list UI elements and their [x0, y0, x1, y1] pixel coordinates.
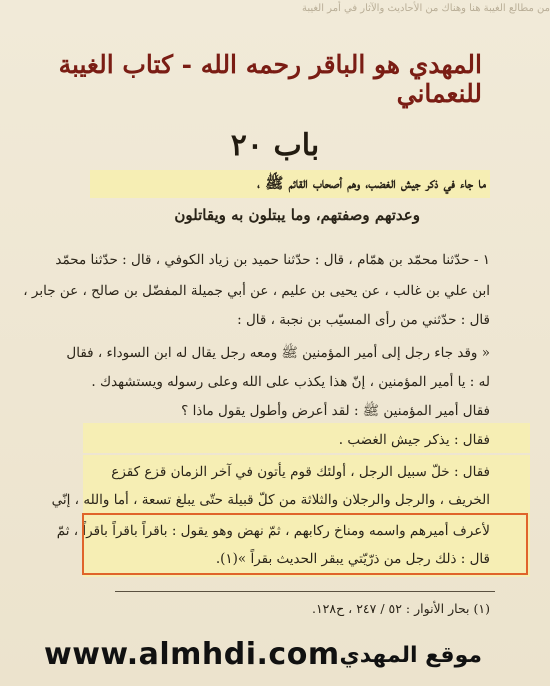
body-line: فقال أمير المؤمنين ﷺ : لقد أعرض وأطول يقول ماذا ؟ — [181, 403, 490, 419]
body-line: الخريف ، والرجل والرجلان والثلاثة من كلّ قبيلة حتّى يبلغ تسعة ، أما والله ، إنّي — [51, 492, 490, 508]
chapter-title: باب ٢٠ — [230, 128, 320, 163]
footnote-divider — [115, 591, 495, 592]
highlight-box — [82, 513, 528, 575]
page-header-title: المهدي هو الباقر رحمه الله - كتاب الغيبة للنعماني — [58, 50, 482, 108]
body-line: فقال : يذكر جيش الغضب . — [338, 432, 490, 448]
body-line: قال : حدّثني من رأى المسيّب بن نجبة ، قال : — [237, 312, 490, 328]
body-line: قال : ذلك رجل من ذرّيّتي يبقر الحديث بقراً »(١). — [215, 551, 490, 567]
body-line: « وقد جاء رجل إلى أمير المؤمنين ﷺ ومعه رجل يقال له ابن السوداء ، فقال — [66, 345, 490, 361]
footnote: (١) بحار الأنوار : ٥٢ / ٢٤٧ ، ح١٢٨. — [311, 601, 490, 616]
body-line: فقال : خلّ سبيل الرجل ، أولئك قوم يأتون في آخر الزمان قزع كقزع — [111, 464, 490, 480]
chapter-subtitle-line-2: وعدتهم وصفتهم، وما يبتلون به ويقاتلون — [174, 206, 420, 224]
watermark-site-name: موقع المهدي — [339, 643, 482, 668]
chapter-subtitle-line-1: ما جاء في ذكر جيش الغضب، وهم أصحاب القائم ﷺ ، — [257, 174, 486, 192]
watermark-url: www.almhdi.com — [44, 637, 340, 672]
bleed-through-text: من مطالع الغيبة هنا وهناك من الأحاديث والآثار في أمر الغيبة — [301, 3, 550, 14]
body-line: له : يا أمير المؤمنين ، إنّ هذا يكذب على الله وعلى رسوله ويستشهدك . — [91, 374, 490, 390]
body-line: لأعرف أميرهم واسمه ومناخ ركابهم ، ثمّ نهض وهو يقول : باقراً باقراً باقراً ، ثمّ — [56, 523, 490, 539]
body-line: ابن علي بن غالب ، عن يحيى بن عليم ، عن أبي جميلة المفضّل بن صالح ، عن جابر ، — [23, 283, 490, 299]
body-line: ١ - حدّثنا محمّد بن همّام ، قال : حدّثنا حميد بن زياد الكوفي ، قال : حدّثنا محمّد — [55, 252, 490, 268]
